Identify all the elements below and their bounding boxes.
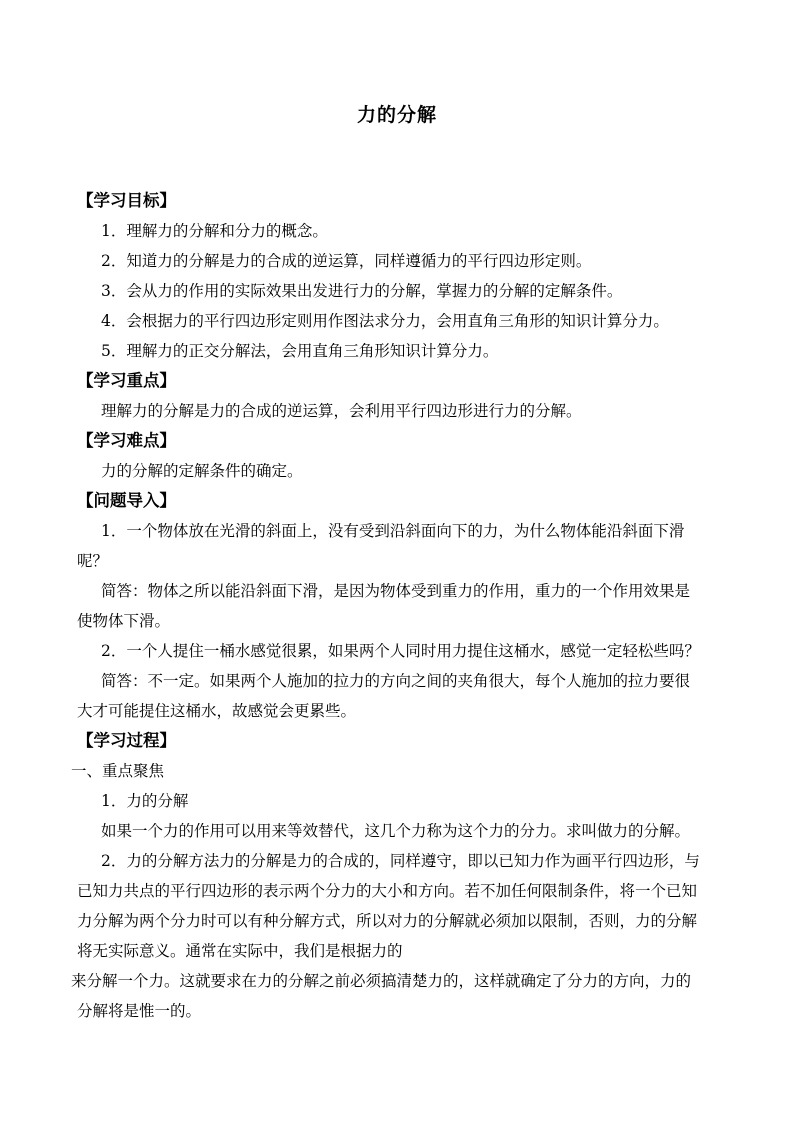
item-2-line: 2．力的分解方法力的分解是力的合成的，同样遵守，即以已知力作为画平行四边形，与 (101, 852, 700, 870)
difficulty-text: 力的分解的定解条件的确定。 (101, 462, 303, 480)
intro-heading: 【问题导入】 (77, 491, 176, 510)
key-text: 理解力的分解是力的合成的逆运算，会利用平行四边形进行力的分解。 (101, 402, 582, 420)
answer-1-line: 简答：物体之所以能沿斜面下滑，是因为物体受到重力的作用，重力的一个作用效果是 (101, 582, 691, 600)
document-body (71, 186, 719, 1026)
answer-1-line: 使物体下滑。 (77, 612, 171, 630)
goal-item: 4．会根据力的平行四边形定则用作图法求分力，会用直角三角形的知识计算分力。 (101, 312, 669, 330)
goal-item: 2．知道力的分解是力的合成的逆运算，同样遵循力的平行四边形定则。 (101, 252, 592, 270)
question-1-line: 呢？ (77, 552, 109, 570)
page-title: 力的分解 (356, 104, 437, 126)
answer-2-line: 大才可能提住这桶水，故感觉会更累些。 (77, 702, 357, 720)
answer-2-line: 简答：不一定。如果两个人施加的拉力的方向之间的夹角很大，每个人施加的拉力要很 (101, 672, 691, 690)
item-2-line: 来分解一个力。这就要求在力的分解之前必须搞清楚力的，这样就确定了分力的方向，力的 (71, 972, 692, 990)
goal-item: 1．理解力的分解和分力的概念。 (101, 222, 328, 240)
focus-title: 一、重点聚焦 (71, 762, 165, 780)
item-1-title: 1．力的分解 (101, 792, 189, 810)
question-1-line: 1．一个物体放在光滑的斜面上，没有受到沿斜面向下的力，为什么物体能沿斜面下滑 (101, 522, 685, 540)
goal-item: 5．理解力的正交分解法，会用直角三角形知识计算分力。 (101, 342, 499, 360)
item-2-line: 已知力共点的平行四边形的表示两个分力的大小和方向。若不加任何限制条件，将一个已知 (77, 882, 698, 900)
goal-item: 3．会从力的作用的实际效果出发进行力的分解，掌握力的分解的定解条件。 (101, 282, 623, 300)
item-2-line: 分解将是惟一的。 (77, 1002, 202, 1020)
question-2: 2．一个人提住一桶水感觉很累，如果两个人同时用力提住这桶水，感觉一定轻松些吗？ (101, 642, 700, 660)
item-2-line: 力分解为两个分力时可以有种分解方式，所以对力的分解就必须加以限制，否则，力的分解 (77, 912, 698, 930)
process-heading: 【学习过程】 (77, 731, 176, 750)
difficulty-heading: 【学习难点】 (77, 431, 176, 450)
goals-heading: 【学习目标】 (77, 191, 176, 210)
key-heading: 【学习重点】 (77, 371, 176, 390)
item-2-line: 将无实际意义。通常在实际中，我们是根据力的 (77, 942, 403, 960)
item-1-text: 如果一个力的作用可以用来等效替代，这几个力称为这个力的分力。求叫做力的分解。 (101, 822, 691, 840)
